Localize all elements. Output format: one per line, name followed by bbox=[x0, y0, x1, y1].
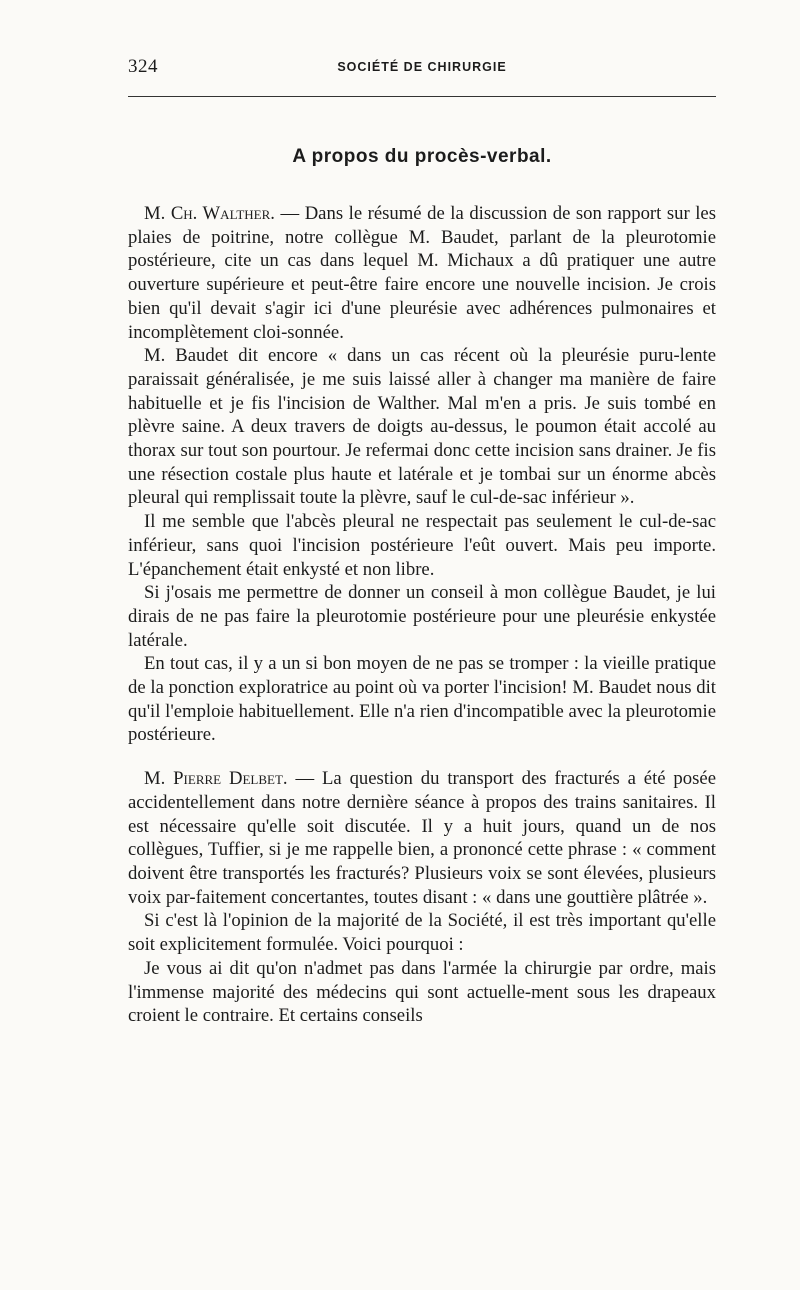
speaker-name: Ch. Walther. bbox=[170, 203, 275, 224]
page-header bbox=[128, 56, 716, 86]
speaker-dash: — bbox=[287, 768, 322, 790]
paragraph bbox=[128, 767, 716, 909]
section-heading: A propos du procès-verbal. bbox=[292, 146, 552, 167]
page-number: 324 bbox=[128, 56, 158, 77]
body-text bbox=[128, 202, 716, 1028]
speaker-dash: — bbox=[274, 203, 305, 224]
paragraph-text: La question du transport des fracturés a été posée accidentellement dans notre dernière séance à propos des trains sanitaires. Il est nécessaire qu'elle soit discutée. Il y a huit jours, quand un de nos collègues, Tuffier, si je me rappelle bien, a prononcé cette phrase : « comment doivent être transportés les fracturés? Plusieurs voix se sont élevées, plusieurs voix par-faitement concertantes, toutes disant : « dans une gouttière plâtrée ». bbox=[128, 768, 716, 908]
paragraph: Si c'est là l'opinion de la majorité de la Société, il est très important qu'elle soit explicitement formulée. Voici pourquoi : bbox=[128, 910, 716, 956]
paragraph: Si j'osais me permettre de donner un conseil à mon collègue Baudet, je lui dirais de ne pas faire la pleurotomie postérieure pour une pleurésie enkystée latérale. bbox=[128, 582, 716, 651]
paragraph: Il me semble que l'abcès pleural ne respectait pas seulement le cul-de-sac inférieur, sans quoi l'incision postérieure l'eût ouvert. Mais peu importe. L'épanchement était enkysté et non libre. bbox=[128, 511, 716, 580]
paragraph-text: Dans le résumé de la discussion de son rapport sur les plaies de poitrine, notre collègue M. Baudet, parlant de la pleurotomie postérieure, cite un cas dans lequel M. Michaux a dû pratiquer une autre ouverture supérieure et peut-être faire encore une nouvelle incision. Je crois bien qu'il devait s'agir ici d'une pleurésie avec adhérences pulmonaires et incomplètement cloi-sonnée. bbox=[128, 203, 717, 343]
speaker-prefix: M. bbox=[144, 768, 174, 790]
paragraph: M. Baudet dit encore « dans un cas récent où la pleurésie puru-lente paraissait généralisée, je me suis laissé aller à changer ma manière de faire habituelle et je fis l'incision de Walther. Mal m'en a pris. Je suis tombé en plèvre saine. A deux travers de doigts au-dessus, le poumon était accolé au thorax sur tout son pourtour. Je refermai donc cette incision sans drainer. Je fis une résection costale plus haute et latérale et je tombai sur un énorme abcès pleural qui remplissait toute la plèvre, sauf le cul-de-sac inférieur ». bbox=[128, 345, 716, 509]
speaker-prefix: M. bbox=[144, 203, 171, 224]
paragraph: En tout cas, il y a un si bon moyen de ne pas se tromper : la vieille pratique de la ponction exploratrice au point où va porter l'incision! M. Baudet nous dit qu'il l'emploie habituellement. Elle n'a rien d'incompatible avec la pleurotomie postérieure. bbox=[128, 653, 716, 746]
speaker-name: Pierre Delbet. bbox=[173, 768, 288, 790]
section-gap bbox=[128, 747, 716, 767]
running-title: SOCIÉTÉ DE CHIRURGIE bbox=[337, 60, 507, 74]
paragraph: Je vous ai dit qu'on n'admet pas dans l'armée la chirurgie par ordre, mais l'immense majorité des médecins qui sont actuelle-ment sous les drapeaux croient le contraire. Et certains conseils bbox=[128, 957, 716, 1027]
paragraph bbox=[128, 202, 716, 344]
header-rule bbox=[128, 96, 716, 97]
